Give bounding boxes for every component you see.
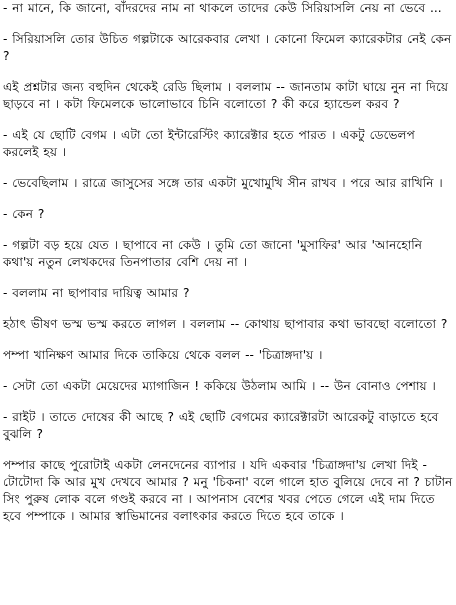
paragraph-9: হঠাৎ ভীষণ ভস্ম ভস্ম করতে লাগল । বললাম -- কোথায় ছাপাবার কথা ভাবছো বলোতো ? [3, 317, 448, 331]
paragraph-7: - গল্পটা বড় হয়ে যেত । ছাপাবে না কেউ । তুমি তো জানো 'মুসাফির' আর 'আনহোনি কথা'য় নতুন লেখকদের তিনপাতার বেশি দেয় না । [3, 238, 423, 269]
paragraph-gap [3, 223, 453, 237]
paragraph-gap [3, 333, 453, 347]
paragraph-gap [3, 364, 453, 378]
paragraph-1: - না মানে, কি জানো, বাঁদরদের নাম না থাকলে তাদের কেউ সিরিয়াসলি নেয় না ভেবে ... [3, 1, 442, 15]
paragraph-3: এই প্রশ্নটার জন্য বহুদিন থেকেই রেডি ছিলাম । বললাম -- জানতাম কাটা ঘায়ে নুন না দিয়ে ছাড়বে না । কটা ফিমেলকে ভালোভাবে চিনি বলোতো ? কী করে হ্যান্ডেল করব ? [3, 80, 449, 111]
paragraph-6: - কেন ? [3, 207, 45, 221]
paragraph-11: - সেটা তো একটা মেয়েদের ম্যাগাজিন ! ককিয়ে উঠলাম আমি । -- উন বোনাও পেশায় । [3, 379, 436, 393]
paragraph-gap [3, 161, 453, 175]
paragraph-gap [3, 192, 453, 206]
paragraph-2: - সিরিয়াসলি তোর উচিত গল্পটাকে আরেকবার লেখা । কোনো ফিমেল ক্যারেকটার নেই কেন ? [3, 32, 452, 63]
paragraph-gap [3, 17, 453, 31]
paragraph-gap [3, 443, 453, 457]
paragraph-gap [3, 65, 453, 79]
paragraph-4: - এই যে ছোটি বেগম । এটা তো ইন্টারেস্টিং ক্যারেক্টার হতে পারত । একটু ডেভেলপ করলেই হয় । [3, 128, 415, 159]
paragraph-gap [3, 395, 453, 409]
paragraph-13: পম্পার কাছে পুরোটাই একটা লেনদেনের ব্যাপার । যদি একবার 'চিত্রাঙ্গদা'য় লেখা দিই - টোটোদা কি আর মুখ দেখবে আমার ? মনু 'চিকনা' বলে গালে হাত বুলিয়ে দেবে না ? চাটান সিং পুরুষ লোক বলে গণ্ডই করবে না । আপনাস বেশের খবর পেতে গেলে এই দাম দিতে হবে পম্পাকে । আমার স্বাভিমানের বলাৎকার করতে দিতে হবে তাকে । [3, 458, 453, 523]
paragraph-10: পম্পা খানিক্ষণ আমার দিকে তাকিয়ে থেকে বলল -- 'চিত্রাঙ্গদা'য় । [3, 348, 323, 362]
paragraph-gap [3, 302, 453, 316]
paragraph-12: - রাইট । তাতে দোষের কী আছে ? এই ছোটি বেগমের ক্যারেক্টারটা আরেকটু বাড়াতে হবে বুঝলি ? [3, 410, 439, 441]
paragraph-gap [3, 113, 453, 127]
paragraph-8: - বললাম না ছাপাবার দায়িত্ব আমার ? [3, 286, 190, 300]
paragraph-gap [3, 271, 453, 285]
paragraph-5: - ভেবেছিলাম । রাত্রে জাসুসের সঙ্গে তার একটা মুখোমুখি সীন রাখব । পরে আর রাখিনি । [3, 176, 443, 190]
